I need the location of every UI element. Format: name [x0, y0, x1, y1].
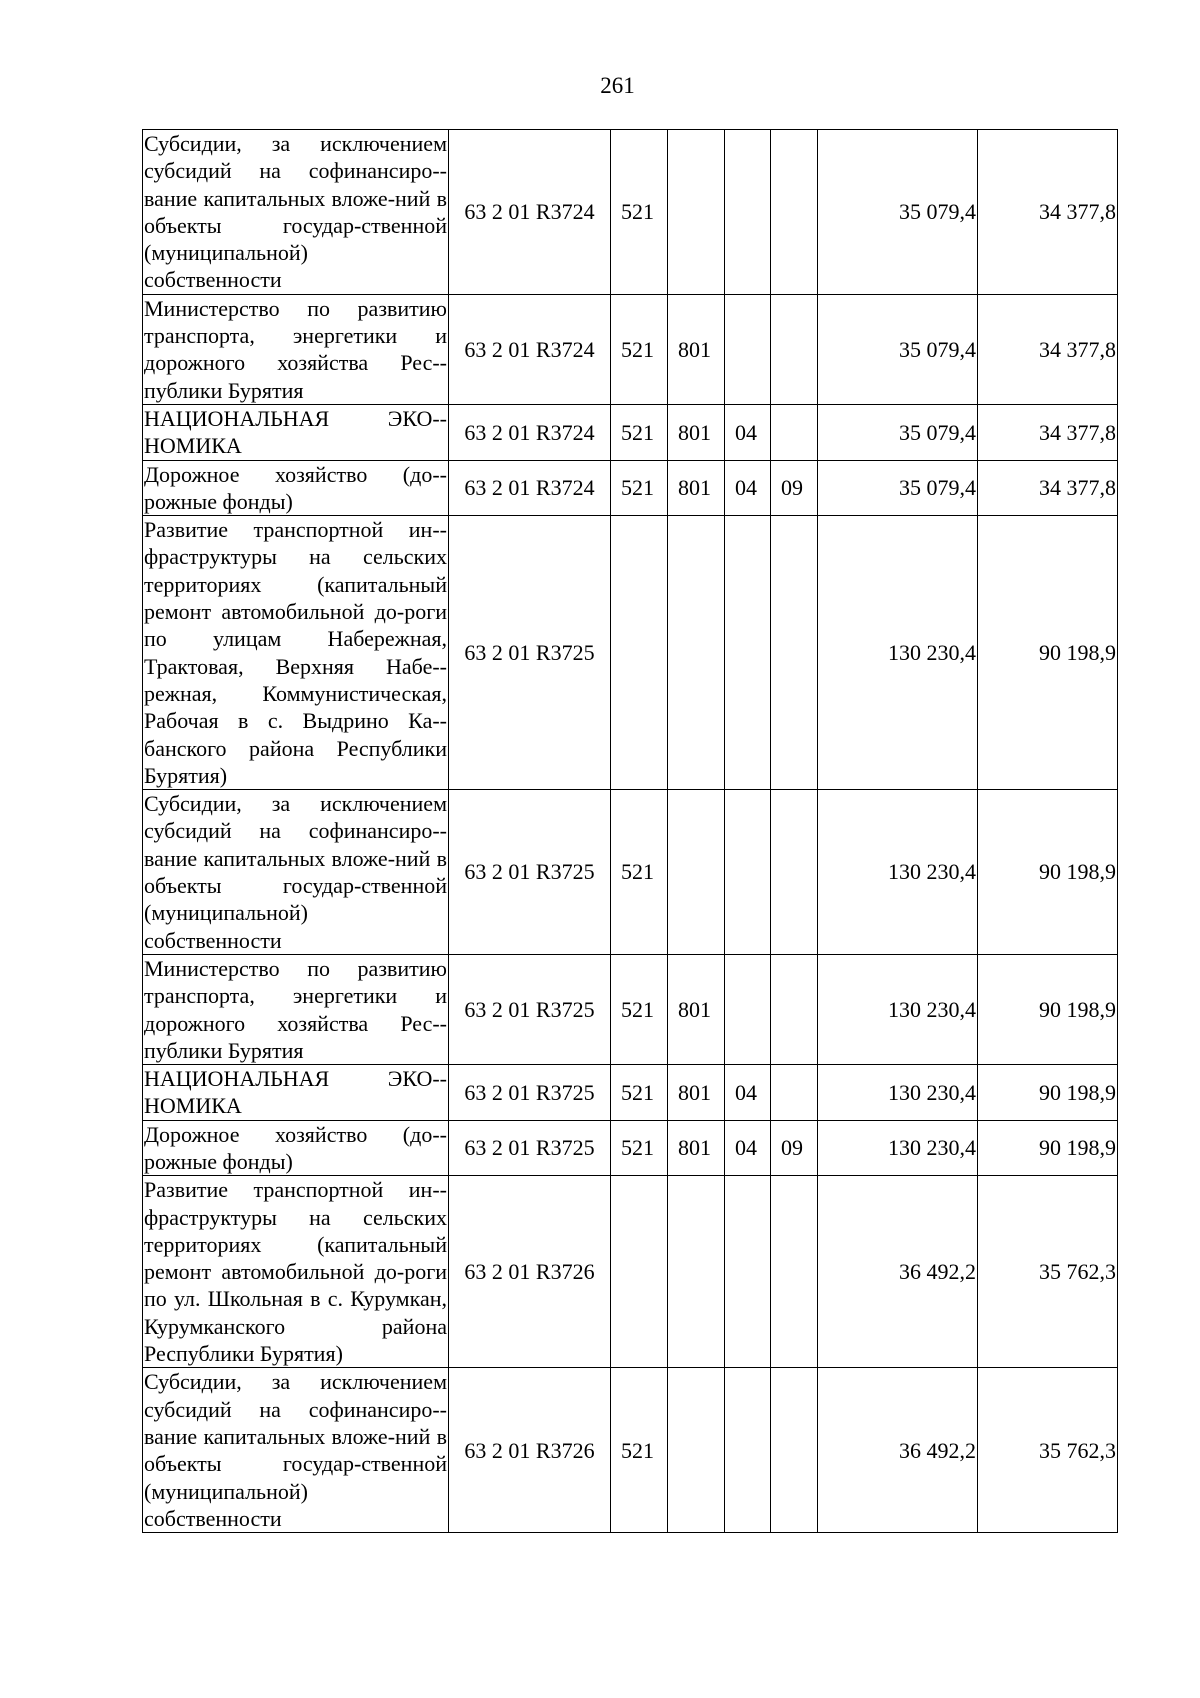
target-code-cell: 63 2 01 R3724	[449, 294, 611, 404]
amount-cell-1: 130 230,4	[818, 954, 978, 1064]
amount-cell-2: 34 377,8	[978, 294, 1118, 404]
section-cell	[725, 790, 771, 955]
ministry-code-cell: 801	[668, 1120, 725, 1176]
amount-cell-2: 90 198,9	[978, 1120, 1118, 1176]
table-row	[143, 1368, 1118, 1533]
ministry-code-cell	[668, 130, 725, 295]
table-row	[143, 404, 1118, 460]
amount-cell-2: 34 377,8	[978, 404, 1118, 460]
target-code-cell: 63 2 01 R3725	[449, 790, 611, 955]
amount-cell-1: 130 230,4	[818, 516, 978, 790]
row-name-cell: Дорожное хозяйство (до-рожные фонды)	[144, 461, 447, 514]
target-code-cell: 63 2 01 R3726	[449, 1176, 611, 1368]
target-code-cell: 63 2 01 R3726	[449, 1368, 611, 1533]
target-code-cell: 63 2 01 R3725	[449, 1065, 611, 1121]
target-code-cell: 63 2 01 R3725	[449, 516, 611, 790]
section-cell	[725, 1176, 771, 1368]
table-row	[143, 954, 1118, 1064]
amount-cell-2: 90 198,9	[978, 790, 1118, 955]
amount-cell-2: 35 762,3	[978, 1368, 1118, 1533]
section-cell: 04	[725, 460, 771, 516]
row-name-cell: Субсидии, за исключением субсидий на софинансиро-вание капитальных вложе-ний в объекты государ-ственной (муниципальной) собственности	[144, 791, 447, 953]
row-name-cell: Субсидии, за исключением субсидий на софинансиро-вание капитальных вложе-ний в объекты государ-ственной (муниципальной) собственности	[144, 1369, 447, 1531]
subsection-cell	[771, 130, 818, 295]
row-name-cell: Субсидии, за исключением субсидий на софинансиро-вание капитальных вложе-ний в объекты государ-ственной (муниципальной) собственности	[144, 131, 447, 293]
section-cell	[725, 294, 771, 404]
expense-type-cell: 521	[611, 954, 668, 1064]
amount-cell-2: 90 198,9	[978, 516, 1118, 790]
expense-type-cell	[611, 516, 668, 790]
subsection-cell	[771, 404, 818, 460]
row-name-cell: Развитие транспортной ин-фраструктуры на сельских территориях (капитальный ремонт автомобильной до-роги по ул. Школьная в с. Курумкан, Курумканского района Республики Бурятия)	[144, 1177, 447, 1367]
row-name-cell: Дорожное хозяйство (до-рожные фонды)	[144, 1121, 447, 1174]
ministry-code-cell: 801	[668, 1065, 725, 1121]
ministry-code-cell: 801	[668, 460, 725, 516]
page-number: 261	[600, 73, 635, 98]
expense-type-cell: 521	[611, 460, 668, 516]
ministry-code-cell: 801	[668, 954, 725, 1064]
expense-type-cell: 521	[611, 1065, 668, 1121]
table-row	[143, 1065, 1118, 1121]
expense-type-cell	[611, 1176, 668, 1368]
amount-cell-1: 35 079,4	[818, 294, 978, 404]
ministry-code-cell	[668, 1368, 725, 1533]
subsection-cell	[771, 1065, 818, 1121]
amount-cell-2: 34 377,8	[978, 460, 1118, 516]
subsection-cell: 09	[771, 460, 818, 516]
amount-cell-2: 35 762,3	[978, 1176, 1118, 1368]
table-row	[143, 460, 1118, 516]
subsection-cell	[771, 954, 818, 1064]
subsection-cell: 09	[771, 1120, 818, 1176]
subsection-cell	[771, 1368, 818, 1533]
amount-cell-1: 35 079,4	[818, 130, 978, 295]
table-row	[143, 790, 1118, 955]
ministry-code-cell	[668, 790, 725, 955]
section-cell: 04	[725, 404, 771, 460]
amount-cell-1: 35 079,4	[818, 460, 978, 516]
target-code-cell: 63 2 01 R3724	[449, 404, 611, 460]
expense-type-cell: 521	[611, 130, 668, 295]
expense-type-cell: 521	[611, 294, 668, 404]
expense-type-cell: 521	[611, 404, 668, 460]
section-cell: 04	[725, 1065, 771, 1121]
row-name-cell: НАЦИОНАЛЬНАЯ ЭКО-НОМИКА	[144, 1066, 447, 1119]
expense-type-cell: 521	[611, 1368, 668, 1533]
table-row	[143, 1120, 1118, 1176]
amount-cell-1: 130 230,4	[818, 1065, 978, 1121]
budget-table-body	[143, 130, 1118, 1533]
target-code-cell: 63 2 01 R3725	[449, 954, 611, 1064]
row-name-cell: Министерство по развитию транспорта, энергетики и дорожного хозяйства Рес-публики Бурятия	[144, 955, 447, 1063]
section-cell	[725, 1368, 771, 1533]
section-cell: 04	[725, 1120, 771, 1176]
section-cell	[725, 516, 771, 790]
target-code-cell: 63 2 01 R3724	[449, 130, 611, 295]
table-row	[143, 516, 1118, 790]
row-name-cell: Развитие транспортной ин-фраструктуры на сельских территориях (капитальный ремонт автомобильной до-роги по улицам Набережная, Трактовая, Верхняя Набе-режная, Коммунистическая, Рабочая в с. Выдрино Ка-банского района Республики Бурятия)	[144, 517, 447, 788]
amount-cell-1: 36 492,2	[818, 1176, 978, 1368]
table-row	[143, 294, 1118, 404]
amount-cell-1: 36 492,2	[818, 1368, 978, 1533]
budget-table	[142, 129, 1118, 1533]
target-code-cell: 63 2 01 R3724	[449, 460, 611, 516]
row-name-cell: НАЦИОНАЛЬНАЯ ЭКО-НОМИКА	[144, 405, 447, 459]
ministry-code-cell: 801	[668, 294, 725, 404]
amount-cell-2: 90 198,9	[978, 954, 1118, 1064]
row-name-cell: Министерство по развитию транспорта, энергетики и дорожного хозяйства Рес-публики Бурятия	[144, 295, 447, 403]
ministry-code-cell	[668, 516, 725, 790]
amount-cell-2: 90 198,9	[978, 1065, 1118, 1121]
expense-type-cell: 521	[611, 1120, 668, 1176]
subsection-cell	[771, 1176, 818, 1368]
target-code-cell: 63 2 01 R3725	[449, 1120, 611, 1176]
ministry-code-cell	[668, 1176, 725, 1368]
section-cell	[725, 954, 771, 1064]
amount-cell-1: 35 079,4	[818, 404, 978, 460]
subsection-cell	[771, 790, 818, 955]
ministry-code-cell: 801	[668, 404, 725, 460]
amount-cell-1: 130 230,4	[818, 790, 978, 955]
expense-type-cell: 521	[611, 790, 668, 955]
subsection-cell	[771, 294, 818, 404]
amount-cell-2: 34 377,8	[978, 130, 1118, 295]
section-cell	[725, 130, 771, 295]
subsection-cell	[771, 516, 818, 790]
table-row	[143, 130, 1118, 295]
table-row	[143, 1176, 1118, 1368]
amount-cell-1: 130 230,4	[818, 1120, 978, 1176]
